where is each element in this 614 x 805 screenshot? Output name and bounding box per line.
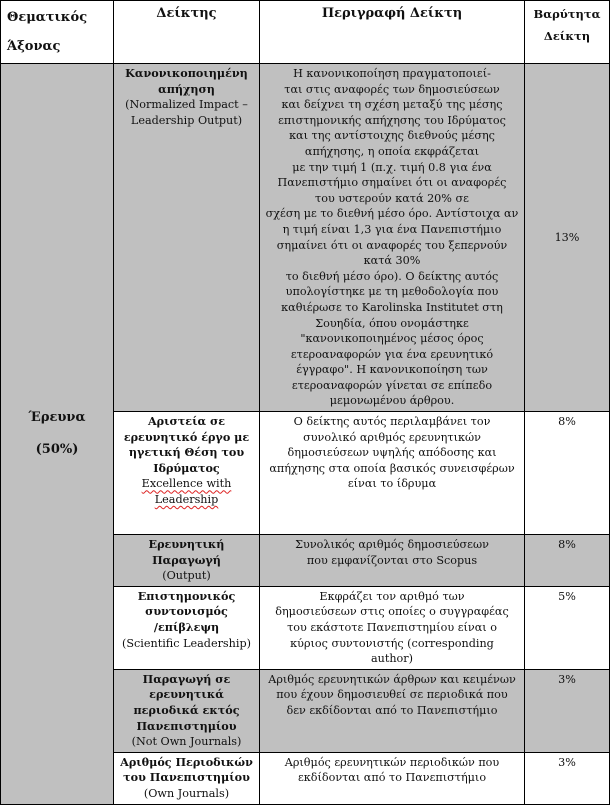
indicator-weight: 3%	[525, 752, 610, 804]
indicator-name	[114, 535, 260, 587]
indicator-subtitle: (Output)	[162, 569, 211, 583]
indicator-title: Κανονικοποιημένη απήχηση	[125, 66, 248, 96]
indicator-description: Η κανονικοποίηση πραγματοποιεί- ται στις αναφορές των δημοσιεύσεων και δείχνει τη σχέση μεταξύ της μέσης επιστημονικής απήχησης του Ιδρύματος και της αντίστοιχης διεθνούς μέσης απήχησης, η οποία εκφράζεται με την τιμή 1 (π.χ. τιμή 0.8 για ένα Πανεπιστήμιο σημαίνει ότι οι αναφορές του υστερούν κατά 20% σε σχέση με το διεθνή μέσο όρο. Αντίστοιχα αν η τιμή είναι 1,3 για ένα Πανεπιστήμιο σημαίνει ότι οι αναφορές του ξεπερνούν κατά 30% το διεθνή μέσο όρο). Ο δείκτης αυτός υπολογίστηκε με τη μεθοδολογία που καθιέρωσε το Karolinska Institutet στη Σουηδία, όπου ονομάστηκε "κανονικοποιημένος μέσος όρος ετεροαναφορών για ένα ερευνητικό έγγραφο". Η κανονικοποίηση των ετεροαναφορών γίνεται σε επίπεδο μεμονωμένου άρθρου.	[260, 64, 525, 412]
indicator-weight: 8%	[525, 412, 610, 535]
indicator-subtitle: (Own Journals)	[143, 787, 230, 800]
indicator-title: Παραγωγή σε ερευνητικά περιοδικά εκτός Πανεπιστημίου	[133, 671, 240, 733]
indicator-name	[114, 752, 260, 804]
indicator-description: Ο δείκτης αυτός περιλαμβάνει τον συνολικό αριθμός ερευνητικών δημοσιεύσεων υψηλής απόδοσης και απήχησης στα οποία βασικός συνεισφέρων είναι το ίδρυμα	[260, 412, 525, 535]
indicator-title: Ερευνητική Παραγωγή	[148, 537, 225, 567]
indicator-description: Εκφράζει τον αριθμό των δημοσιεύσεων στις οποίες ο συγγραφέας του εκάστοτε Πανεπιστημίου είναι ο κύριος συντονιστής (corresponding author)	[260, 586, 525, 669]
indicator-weight: 3%	[525, 669, 610, 752]
table-row	[1, 64, 610, 412]
indicator-title: Αριθμός Περιοδικών του Πανεπιστημίου	[120, 754, 253, 785]
indicator-subtitle: Excellence with Leadership	[141, 477, 232, 507]
indicator-description: Αριθμός ερευνητικών περιοδικών που εκδίδονται από το Πανεπιστήμιο	[260, 752, 525, 804]
axis-name: Έρευνα	[28, 409, 86, 425]
indicator-title: Αριστεία σε ερευνητικό έργο με ηγετική Θέση του Ιδρύματος	[123, 414, 250, 475]
indicator-weight: 8%	[525, 535, 610, 587]
header-row	[1, 1, 610, 64]
indicator-name	[114, 412, 260, 535]
axis-weight: (50%)	[35, 441, 79, 457]
indicator-title: Επιστημονικός συντονισμός /επίβλεψη	[137, 588, 236, 635]
indicator-description: Αριθμός ερευνητικών άρθρων και κειμένων που έχουν δημοσιευθεί σε περιοδικά που δεν εκδίδονται από το Πανεπιστήμιο	[260, 669, 525, 752]
indicator-subtitle: (Scientific Leadership)	[122, 636, 251, 650]
indicator-name	[114, 586, 260, 669]
header-weight: Βαρύτητα Δείκτη	[525, 1, 610, 64]
indicator-name	[114, 669, 260, 752]
indicator-subtitle: (Not Own Journals)	[131, 735, 242, 749]
indicator-weight: 5%	[525, 586, 610, 669]
header-indicator: Δείκτης	[114, 1, 260, 64]
thematic-axis-cell	[1, 64, 114, 805]
indicator-weight: 13%	[525, 64, 610, 412]
indicator-subtitle: (Normalized Impact – Leadership Output)	[125, 98, 248, 127]
header-thematic-axis: Θεματικός Άξονας	[1, 1, 114, 64]
header-description: Περιγραφή Δείκτη	[260, 1, 525, 64]
indicator-name	[114, 64, 260, 412]
indicator-description: Συνολικός αριθμός δημοσιεύσεων που εμφανίζονται στο Scopus	[260, 535, 525, 587]
